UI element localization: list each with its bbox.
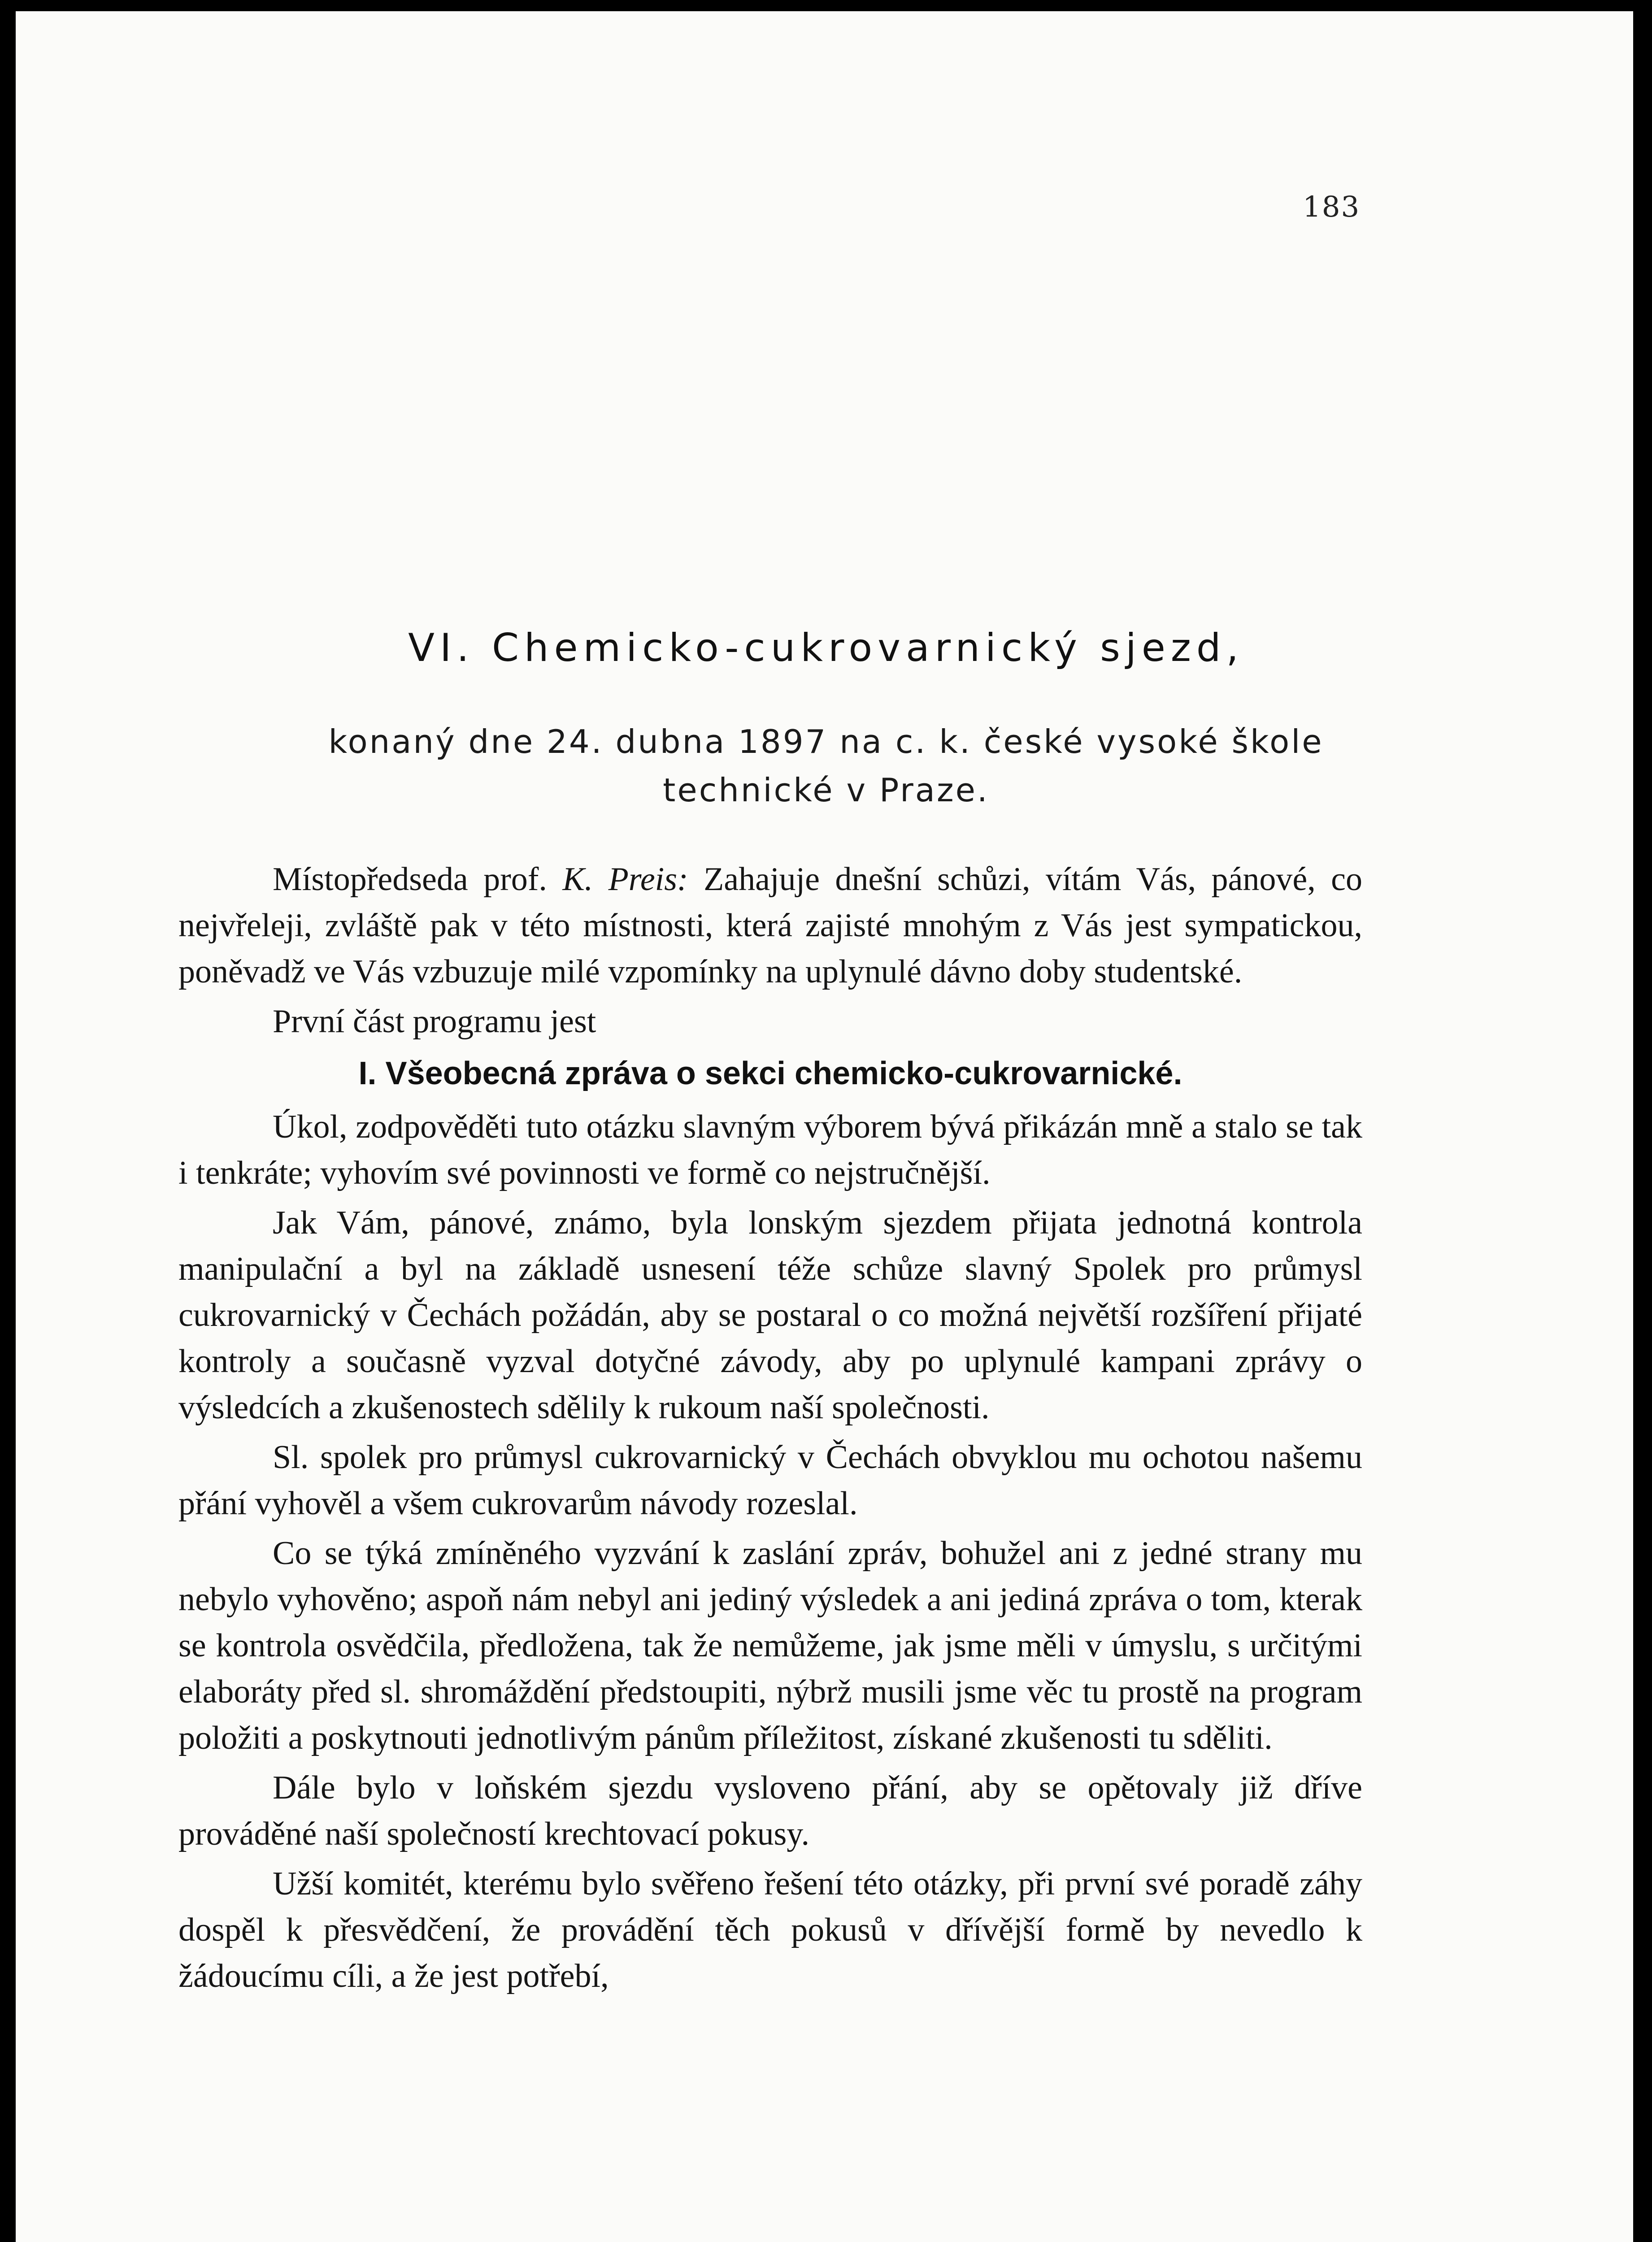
paragraph: Co se týká zmíněného vyzvání k zaslání zpráv, bohužel ani z jedné strany mu nebylo vyhověno; aspoň nám nebyl ani jediný výsledek a ani jediná zpráva o tom, kterak se kontrola osvědčila, předložena, tak že nemůžeme, jak jsme měli v úmyslu, s určitými elaboráty před sl. shromáždění předstoupiti, nýbrž musili jsme věc tu prostě na program položiti a poskytnouti jednotlivým pánům příležitost, získané zkušenosti tu sděliti. — [178, 1535, 1362, 1756]
program-intro: První část programu jest — [273, 1003, 596, 1040]
paragraph: Užší komitét, kterému bylo svěřeno řešení této otázky, při první své poradě záhy dospěl k přesvědčení, že provádění těch pokusů v dřívější formě by nevedlo k žádoucímu cíli, a že jest potřebí, — [178, 1865, 1362, 1994]
chapter-subtitle-line-1: konaný dne 24. dubna 1897 na c. k. české vysoké škole — [328, 723, 1324, 760]
paragraph: Jak Vám, pánové, známo, byla lonským sjezdem přijata jednotná kontrola manipulační a byl na základě usnesení téže schůze slavný Spolek pro průmysl cukrovarnický v Čechách požádán, aby se postaral o co možná největší rozšíření přijaté kontroly a současně vyzval dotyčné závody, aby po uplynulé kampani zprávy o výsledcích a zkušenostech sdělily k rukoum naší společnosti. — [178, 1204, 1362, 1426]
page-number: 183 — [1303, 191, 1361, 224]
opening-paragraph — [178, 856, 1362, 995]
paragraph: Dále bylo v loňském sjezdu vysloveno přání, aby se opětovaly již dříve prováděné naší společností krechtovací pokusy. — [178, 1769, 1362, 1852]
chapter-subtitle — [0, 717, 1652, 814]
paragraph: Úkol, zodpověděti tuto otázku slavným výborem bývá přikázán mně a stalo se tak i tenkráte; vyhovím své povinnosti ve formě co nejstručnější. — [178, 1108, 1362, 1191]
speaker-name: K. Preis: — [562, 861, 688, 898]
paragraph: Sl. spolek pro průmysl cukrovarnický v Čechách obvyklou mu ochotou našemu přání vyhověl a všem cukrovarům návody rozeslal. — [178, 1439, 1362, 1522]
chapter-subtitle-line-2: technické v Praze. — [663, 771, 989, 809]
opening-text: Zahajuje dnešní schůzi, vítám Vás, pánové, co nejvřeleji, zvláště pak v této místnosti, která zajisté mnohým z Vás jest sympatickou, poněvadž ve Vás vzbuzuje milé vzpomínky na uplynulé dávno doby studentské. — [178, 861, 1362, 990]
body-text — [178, 856, 1362, 2003]
chapter-title: VI. Chemicko-cukrovarnický sjezd, — [408, 626, 1244, 670]
section-heading: I. Všeobecná zpráva o sekci chemicko-cukrovarnické. — [358, 1056, 1182, 1091]
speaker-prefix: Místopředseda prof. — [273, 861, 547, 898]
